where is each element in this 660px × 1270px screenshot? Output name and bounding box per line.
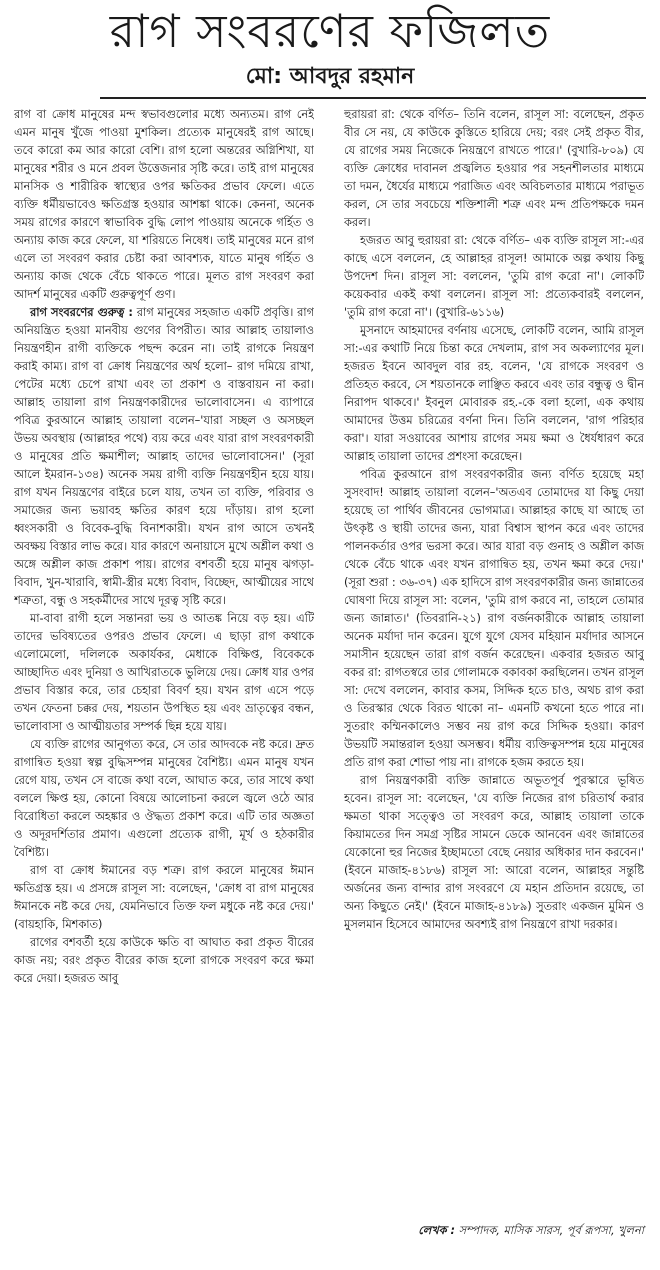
left-paragraph-2-text: রাগ মানুষের সহজাত একটি প্রবৃত্তি। রাগ অনিয়ন্ত্রিত হওয়া মানবীয় গুণের বিপরীত। আর আল্লাহ তায়ালাও নিয়ন্ত্রণহীন রাগী ব্যক্তিকে পছন্দ করেন না। তাই রাগকে নিয়ন্ত্রণ করাই কাম্য। রাগ বা ক্রোধ নিয়ন্ত্রণের অর্থ হলো– রাগ দমিয়ে রাখা, পেটের মধ্যে চেপে রাখা এবং তা প্রকাশ ও বাস্তবায়ন না করা। আল্লাহ তায়ালা রাগ নিয়ন্ত্রণকারীদের ভালোবাসেন। এ ব্যাপারে পবিত্র কুরআনে আল্লাহ তায়ালা বলেন–'যারা সচ্ছল ও অসচ্ছল উভয় অবস্থায় (আল্লাহর পথে) ব্যয় করে এবং যারা রাগ সংবরণকারী ও মানুষের প্রতি ক্ষমাশীল; আল্লাহ তাদের ভালোবাসেন।' (সূরা আলে ইমরান-১৩৪) অনেক সময় রাগী ব্যক্তি নিয়ন্ত্রণহীন হয়ে যায়। রাগ যখন নিয়ন্ত্রণের বাইরে চলে যায়, তখন তা ব্যক্তি, পরিবার ও সমাজের জন্য ভয়াবহ ক্ষতির কারণ হয়ে দাঁড়ায়। রাগ হলো ধ্বংসকারী ও বিবেক-বুদ্ধি বিনাশকারী। যখন রাগ আসে তখনই অবক্ষয় বিস্তার লাভ করে। যার কারণে অনায়াসে মুখে অশ্লীল কথা ও অঙ্গে অশ্লীল কাজ প্রকাশ পায়। রাগের বশবর্তী হয়ে মানুষ ঝগড়া-বিবাদ, খুন-খারাবি, স্বামী-স্ত্রীর মধ্যে বিবাদ, বিচ্ছেদ, আত্মীয়ের সাথে শত্রুতা, বন্ধু ও সহকর্মীদের সাথে দূরত্ব সৃষ্টি করে।	[14, 306, 314, 607]
right-paragraph-5: রাগ নিয়ন্ত্রণকারী ব্যক্তি জান্নাতে অভূতপূর্ব পুরস্কারে ভূষিত হবেন। রাসূল সা: বলেছেন, 'যে ব্যক্তি নিজের রাগ চরিতার্থ করার ক্ষমতা থাকা সত্ত্বেও তা সংবরণ করে, আল্লাহ তায়ালা তাকে কিয়ামতের দিন সমগ্র সৃষ্টির সামনে ডেকে আনবেন এবং জান্নাতের যেকোনো হুর নিজের ইচ্ছামতো বেছে নেয়ার অধিকার দান করবেন।' (ইবনে মাজাহ-৪১৮৬) রাসূল সা: আরো বলেন, আল্লাহর সন্তুষ্টি অর্জনের জন্য বান্দার রাগ সংবরণে যে মহান প্রতিদান রয়েছে, তা অন্য কিছুতে নেই।' (ইবনে মাজাহ-৪১৮৯) সুতরাং একজন মুমিন ও মুসলমান হিসেবে আমাদের অবশ্যই রাগ নিয়ন্ত্রণে রাখা দরকার।	[344, 774, 644, 931]
right-paragraph-2: হজরত আবু হুরায়রা রা: থেকে বর্ণিত– এক ব্যক্তি রাসূল সা:-এর কাছে এসে বললেন, হে আল্লাহর রাসূল! আমাকে অল্প কথায় কিছু উপদেশ দিন। রাসূল সা: বললেন, 'তুমি রাগ করো না'। লোকটি কয়েকবার একই কথা বললেন। রাসূল সা: প্রত্যেকবারই বললেন, 'তুমি রাগ করো না'। (বুখারি-৬১১৬)	[344, 234, 644, 319]
left-paragraph-5: রাগ বা ক্রোধ ঈমানের বড় শত্রু। রাগ করলে মানুষের ঈমান ক্ষতিগ্রস্ত হয়। এ প্রসঙ্গে রাসূল সা: বলেছেন, 'ক্রোধ বা রাগ মানুষের ঈমানকে নষ্ট করে দেয়, যেমনিভাবে তিক্ত ফল মধুকে নষ্ট করে দেয়।' (বায়হাকি, মিশকাত)	[14, 864, 314, 931]
author-byline	[344, 1222, 644, 1240]
importance-subheading: রাগ সংবরণের গুরুত্ব :	[30, 306, 133, 319]
left-paragraph-2	[14, 304, 314, 610]
left-paragraph-4: যে ব্যক্তি রাগের আনুগত্য করে, সে তার আদবকে নষ্ট করে। দ্রুত রাগান্বিত হওয়া স্বল্প বুদ্ধিসম্পন্ন মানুষের বৈশিষ্ট্য। এমন মানুষ যখন রেগে যায়, তখন সে বাজে কথা বলে, আঘাত করে, তার সাথে কথা বললে ক্ষিপ্ত হয়, কোনো বিষয়ে আলোচনা করলে জ্বলে ওঠে আর বিরোধিতা করলে অহঙ্কার ও ঔদ্ধত্য প্রকাশ করে। এটি তার অজ্ঞতা ও অদূরদর্শিতার প্রমাণ। এগুলো প্রত্যেক রাগী, মূর্খ ও হঠকারীর বৈশিষ্ট্য।	[14, 738, 314, 859]
article-title: রাগ সংবরণের ফজিলত	[109, 4, 551, 58]
left-paragraph-3: মা-বাবা রাগী হলে সন্তানরা ভয় ও আতঙ্ক নিয়ে বড় হয়। এটি তাদের ভবিষ্যতের ওপরও প্রভাব ফেলে। এ ছাড়া রাগ কথাকে এলোমেলো, দলিলকে অকার্যকর, মেধাকে বিক্ষিপ্ত, বিবেককে আচ্ছাদিত এবং দুনিয়া ও আখিরাতকে ভুলিয়ে দেয়। ক্রোধ যার ওপর প্রভাব বিস্তার করে, তার চেহারা বিবর্ণ হয়। যখন রাগ এসে পড়ে তখন ফেতনা চক্কর দেয়, শয়তান উপস্থিত হয় এবং ভ্রাতৃত্বের বন্ধন, ভালোবাসা ও আত্মীয়তার সম্পর্ক ছিন্ন হয়ে যায়।	[14, 612, 314, 733]
left-paragraph-6: রাগের বশবর্তী হয়ে কাউকে ক্ষতি বা আঘাত করা প্রকৃত বীরের কাজ নয়; বরং প্রকৃত বীরের কাজ হলো রাগকে সংবরণ করে ক্ষমা করে দেয়া। হজরত আবু	[14, 936, 314, 985]
left-paragraph-1: রাগ বা ক্রোধ মানুষের মন্দ স্বভাবগুলোর মধ্যে অন্যতম। রাগ নেই এমন মানুষ খুঁজে পাওয়া মুশকিল। প্রত্যেক মানুষেরই রাগ আছে। তবে কারো কম আর কারো বেশি। রাগ হলো অন্তরের অগ্নিশিখা, যা মানুষের শরীর ও মনে প্রবল উত্তেজনার সৃষ্টি করে। তাই রাগ মানুষের মানসিক ও শারীরিক স্বাস্থ্যের ওপর ক্ষতিকর প্রভাব ফেলে। এতে ব্যক্তি ধর্মীয়ভাবেও ক্ষতিগ্রস্ত হওয়ার আশঙ্কা থাকে। কেননা, অনেক সময় রাগের কারণে স্বাভাবিক বুদ্ধি লোপ পাওয়ায় অনেকে গর্হিত ও অন্যায় কাজ করে ফেলে, যা শরিয়তে নিষেধ। তাই মানুষের মনে রাগ এলে তা সংবরণ করার চেষ্টা করা আবশ্যক, যাতে মানুষ গর্হিত ও অন্যায় কাজ থেকে বেঁচে থাকতে পারে। মূলত রাগ সংবরণ করা আদর্শ মানুষের একটি গুরুত্বপূর্ণ গুণ।	[14, 108, 314, 301]
byline-text: সম্পাদক, মাসিক সারস, পূর্ব রূপসা, খুলনা	[455, 1224, 644, 1237]
right-column	[344, 106, 644, 1266]
article-author: মো: আবদুর রহমান	[245, 64, 415, 89]
right-paragraph-3: মুসনাদে আহমাদের বর্ণনায় এসেছে, লোকটি বলেন, আমি রাসূল সা:-এর কথাটি নিয়ে চিন্তা করে দেখলাম, রাগ সব অকল্যাণের মূল। হজরত ইবনে আবদুল বার রহ. বলেন, 'যে রাগকে সংবরণ ও প্রতিহত করবে, সে শয়তানকে লাঞ্ছিত করবে এবং তার বন্ধুত্ব ও দ্বীন নিরাপদ থাকবে।' ইবনুল মোবারক রহ.-কে বলা হলো, এক কথায় আমাদের উত্তম চরিত্রের বর্ণনা দিন। তিনি বললেন, 'রাগ পরিহার করা'। যারা সওয়াবের আশায় রাগের সময় ক্ষমা ও ধৈর্যধারণ করে আল্লাহ তায়ালা তাদের প্রশংসা করেছেন।	[344, 324, 644, 463]
left-column	[14, 106, 314, 1266]
byline-label: লেখক :	[418, 1224, 455, 1237]
right-paragraph-4: পবিত্র কুরআনে রাগ সংবরণকারীর জন্য বর্ণিত হয়েছে মহা সুসংবাদ! আল্লাহ তায়ালা বলেন–'অতএব তোমাদের যা কিছু দেয়া হয়েছে তা পার্থিব জীবনের ভোগমাত্র। আল্লাহর কাছে যা আছে তা উৎকৃষ্ট ও স্থায়ী তাদের জন্য, যারা বিশ্বাস স্থাপন করে এবং তাদের পালনকর্তার ওপর ভরসা করে। আর যারা বড় গুনাহ ও অশ্লীল কাজ থেকে বেঁচে থাকে এবং যখন রাগান্বিত হয়, তখন ক্ষমা করে দেয়।' (সূরা শুরা : ৩৬-৩৭) এক হাদিসে রাগ সংবরণকারীর জন্য জান্নাতের ঘোষণা দিয়ে রাসূল সা: বলেন, 'তুমি রাগ করবে না, তাহলে তোমার জন্য জান্নাত।' (তিবরানি-২১) রাগ বর্জনকারীকে আল্লাহ তায়ালা অনেক মর্যাদা দান করেন। যুগে যুগে যেসব মহিয়ান মর্যাদার আসনে সমাসীন হয়েছেন তারা রাগ বর্জন করেছেন। একবার হজরত আবু বকর রা: রাগতস্বরে তার গোলামকে বকাবকা করছিলেন। তখন রাসূল সা: দেখে বললেন, কাবার কসম, সিদ্দিক হতে চাও, অথচ রাগ করা ও তিরস্কার থেকে বিরত থাকো না– এমনটি কখনো হতে পারে না। সুতরাং কম্মিনকালেও সম্ভব নয় রাগ করে সিদ্দিক হওয়া। কারণ উভয়টি সমান্তরাল হওয়া অসম্ভব। ধর্মীয় ব্যক্তিত্বসম্পন্ন হয়ে মানুষের প্রতি রাগ করা শোভা পায় না। রাগকে হজম করতে হয়।	[344, 468, 644, 769]
title-divider	[100, 97, 646, 99]
right-paragraph-1: হুরায়রা রা: থেকে বর্ণিত– তিনি বলেন, রাসূল সা: বলেছেন, প্রকৃত বীর সে নয়, যে কাউকে কুস্তিতে হারিয়ে দেয়; বরং সেই প্রকৃত বীর, যে রাগের সময় নিজেকে নিয়ন্ত্রণে রাখতে পারে।' (বুখারি-৮০৯) যে ব্যক্তি ক্রোধের দাবানল প্রজ্বলিত হওয়ার পর সহনশীলতার মাধ্যমে তা দমন, ধৈর্যের মাধ্যমে পরাজিত এবং অবিচলতার মাধ্যমে পরাভূত করল, সে তার সবচেয়ে শক্তিশালী শত্রু এবং মন্দ প্রতিপক্ষকে দমন করল।	[344, 108, 644, 229]
